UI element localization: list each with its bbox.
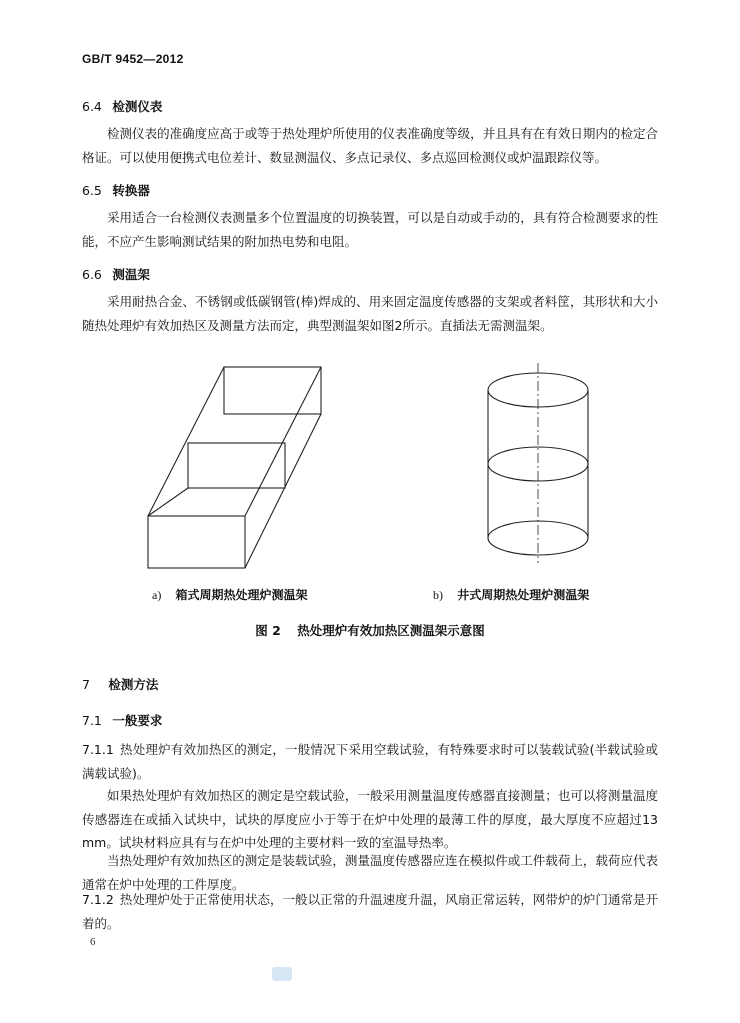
figure-2b-caption: [433, 586, 589, 603]
section-7-1-1-para-1: [82, 738, 658, 785]
section-6-5-body: 采用适合一台检测仪表测量多个位置温度的切换装置，可以是自动或手动的，具有符合检测要求的性能，不应产生影响测试结果的附加热电势和电阻。: [82, 210, 658, 249]
section-6-6-heading: [82, 265, 150, 283]
section-title: 测温架: [112, 267, 150, 282]
section-number: 7: [82, 677, 90, 692]
publisher-watermark-logo: [272, 967, 292, 981]
section-title: 检测仪表: [112, 99, 163, 114]
sub-figure-tag: a): [152, 588, 162, 602]
box-furnace-rack-drawing: [148, 367, 321, 568]
figure-2a-caption: [152, 586, 308, 603]
figure-2-drawing: [130, 358, 630, 578]
section-7-heading: [82, 675, 158, 693]
section-number: 6.6: [82, 267, 102, 282]
section-7-1-heading: [82, 711, 162, 729]
standard-code: GB/T 9452—2012: [82, 52, 184, 66]
page-number: 6: [90, 936, 96, 948]
section-7-1-1-para-3: 当热处理炉有效加热区的测定是装载试验，测量温度传感器应连在模拟件或工件载荷上，载荷应代表通常在炉中处理的工件厚度。: [82, 853, 658, 892]
section-number: 7.1.2: [82, 892, 114, 907]
section-7-1-1-para-2: 如果热处理炉有效加热区的测定是空载试验，一般采用测量温度传感器直接测量；也可以将测量温度传感器连在或插入试块中，试块的厚度应小于等于在炉中处理的最薄工件的厚度，最大厚度不应超过13 mm。试块材料应具有与在炉中处理的主要材料一致的室温导热率。: [82, 788, 658, 850]
paragraph-text: 热处理炉有效加热区的测定，一般情况下采用空载试验，有特殊要求时可以装载试验(半载试验或满载试验)。: [82, 742, 658, 781]
section-title: 一般要求: [112, 713, 163, 728]
sub-figure-label: 井式周期热处理炉测温架: [457, 588, 590, 602]
section-number: 6.5: [82, 183, 102, 198]
section-6-6-body: 采用耐热合金、不锈钢或低碳钢管(棒)焊成的、用来固定温度传感器的支架或者料筐，其形状和大小随热处理炉有效加热区及测量方法而定，典型测温架如图2所示。直插法无需测温架。: [82, 294, 658, 333]
section-title: 检测方法: [108, 677, 159, 692]
section-7-1-2-para: [82, 888, 658, 935]
figure-title: 热处理炉有效加热区测温架示意图: [297, 623, 485, 638]
figure-2-caption: [0, 621, 740, 639]
section-number: 6.4: [82, 99, 102, 114]
section-6-5-heading: [82, 181, 150, 199]
section-number: 7.1: [82, 713, 102, 728]
section-6-4-body: 检测仪表的准确度应高于或等于热处理炉所使用的仪表准确度等级，并且具有在有效日期内的检定合格证。可以使用便携式电位差计、数显测温仪、多点记录仪、多点巡回检测仪或炉温跟踪仪等。: [82, 126, 658, 165]
sub-figure-tag: b): [433, 588, 443, 602]
section-6-4-heading: [82, 97, 162, 115]
section-title: 转换器: [112, 183, 150, 198]
figure-number: 图 2: [255, 623, 281, 638]
sub-figure-label: 箱式周期热处理炉测温架: [175, 588, 308, 602]
paragraph-text: 热处理炉处于正常使用状态，一般以正常的升温速度升温，风扇正常运转，网带炉的炉门通常是开着的。: [82, 892, 658, 931]
well-furnace-rack-drawing: [488, 363, 588, 563]
section-number: 7.1.1: [82, 742, 114, 757]
